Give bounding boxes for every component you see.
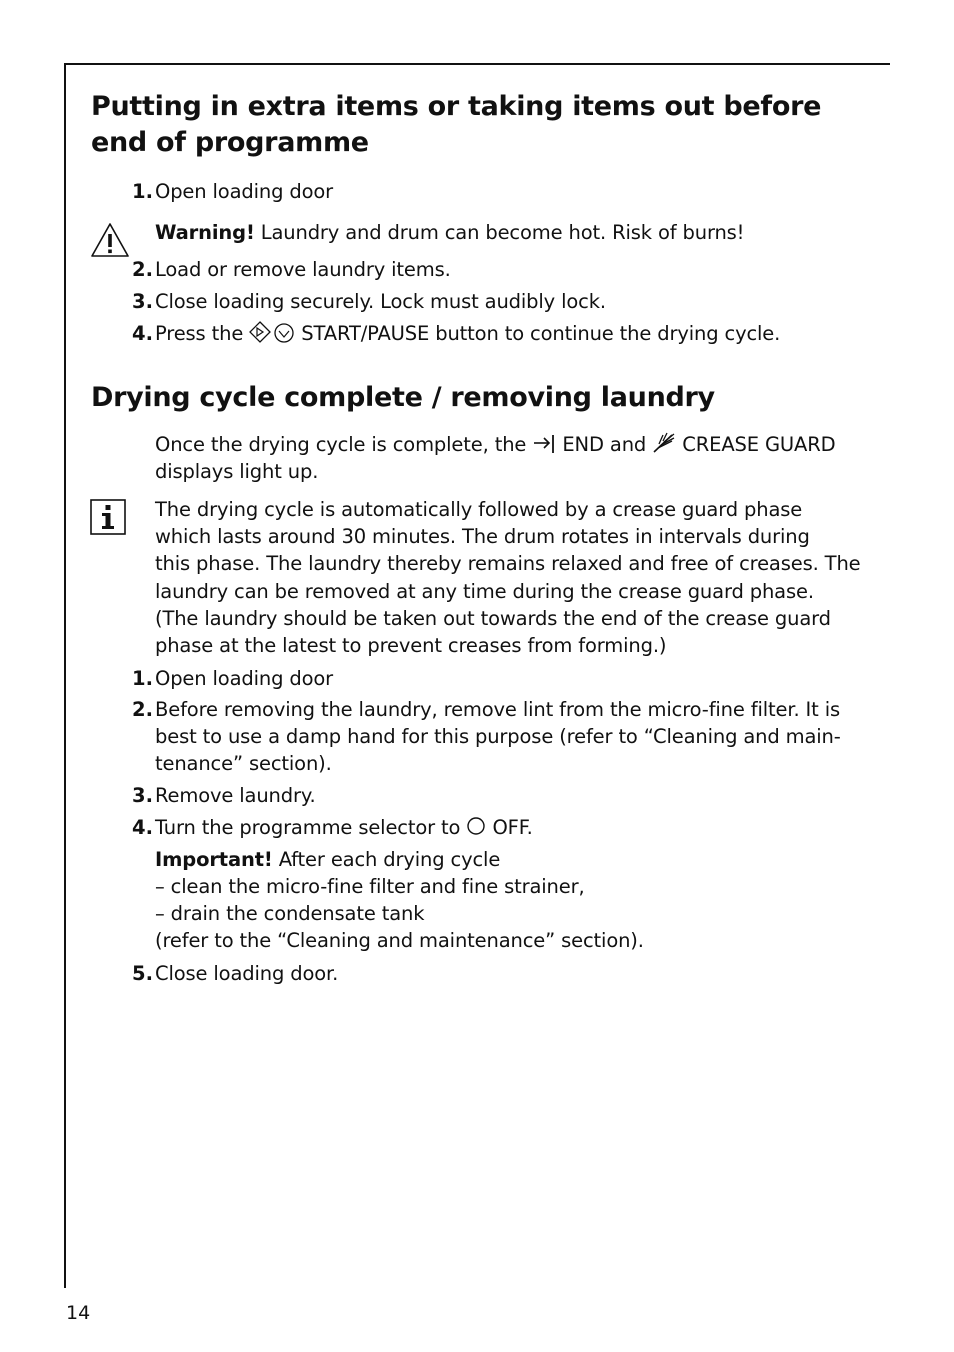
step-text-line: best to use a damp hand for this purpose (refer to “Cleaning and main- bbox=[155, 725, 841, 748]
step-text-after: START/PAUSE button to continue the drying cycle. bbox=[301, 322, 781, 345]
step-number: 5. bbox=[132, 962, 153, 985]
step-text-before: Turn the programme selector to bbox=[155, 816, 461, 839]
step-text-before: Press the bbox=[155, 322, 244, 345]
important-item: (refer to the “Cleaning and maintenance” section). bbox=[155, 929, 644, 952]
step-number: 1. bbox=[132, 667, 153, 690]
warning-label: Warning! bbox=[155, 221, 255, 244]
crease-guard-icon bbox=[652, 432, 676, 461]
important-text: After each drying cycle bbox=[278, 848, 501, 871]
info-text-line: The drying cycle is automatically followed by a crease guard phase bbox=[155, 498, 803, 521]
step-text: Load or remove laundry items. bbox=[155, 258, 451, 281]
page-number: 14 bbox=[66, 1302, 91, 1324]
intro-text-line2: displays light up. bbox=[155, 460, 319, 483]
off-circle-icon bbox=[466, 817, 486, 844]
end-icon bbox=[532, 434, 556, 461]
info-text-line: which lasts around 30 minutes. The drum rotates in intervals during bbox=[155, 525, 810, 548]
warning-message bbox=[155, 219, 744, 246]
important-item: – drain the condensate tank bbox=[155, 902, 425, 925]
step-number: 3. bbox=[132, 290, 153, 313]
step-number: 4. bbox=[132, 322, 153, 345]
step-text bbox=[155, 320, 780, 350]
step-number: 4. bbox=[132, 816, 153, 839]
start-pause-icon bbox=[249, 321, 295, 350]
step-number: 1. bbox=[132, 180, 153, 203]
step-text: Remove laundry. bbox=[155, 784, 316, 807]
important-item: – clean the micro-fine filter and fine strainer, bbox=[155, 875, 585, 898]
info-icon bbox=[90, 499, 126, 539]
info-text-line: (The laundry should be taken out towards the end of the crease guard bbox=[155, 607, 831, 630]
info-text-line: phase at the latest to prevent creases from forming.) bbox=[155, 634, 667, 657]
section-heading-extra-items: Putting in extra items or taking items out before end of programme bbox=[91, 91, 822, 158]
step-text-line: Before removing the laundry, remove lint from the micro-fine filter. It is bbox=[155, 698, 840, 721]
intro-text bbox=[155, 431, 836, 461]
step-text: Open loading door bbox=[155, 667, 334, 690]
step-number: 3. bbox=[132, 784, 153, 807]
intro-text-before: Once the drying cycle is complete, the bbox=[155, 433, 527, 456]
info-text-line: this phase. The laundry thereby remains relaxed and free of creases. The bbox=[155, 552, 861, 575]
important-note bbox=[155, 846, 500, 873]
warning-text: Laundry and drum can become hot. Risk of burns! bbox=[260, 221, 745, 244]
step-text-line: tenance” section). bbox=[155, 752, 332, 775]
step-number: 2. bbox=[132, 258, 153, 281]
step-text bbox=[155, 814, 533, 844]
step-text-after: OFF. bbox=[492, 816, 533, 839]
step-text: Close loading door. bbox=[155, 962, 339, 985]
info-text-line: laundry can be removed at any time during the crease guard phase. bbox=[155, 580, 814, 603]
step-number: 2. bbox=[132, 698, 153, 721]
important-label: Important! bbox=[155, 848, 273, 871]
page-frame-top-rule bbox=[64, 63, 890, 65]
step-text: Open loading door bbox=[155, 180, 334, 203]
intro-text-after: CREASE GUARD bbox=[682, 433, 836, 456]
warning-triangle-icon bbox=[89, 221, 131, 263]
page-frame-left-rule bbox=[64, 63, 66, 1288]
section-heading-drying-complete: Drying cycle complete / removing laundry bbox=[91, 382, 715, 413]
step-text: Close loading securely. Lock must audibly lock. bbox=[155, 290, 606, 313]
intro-text-middle: END and bbox=[562, 433, 647, 456]
